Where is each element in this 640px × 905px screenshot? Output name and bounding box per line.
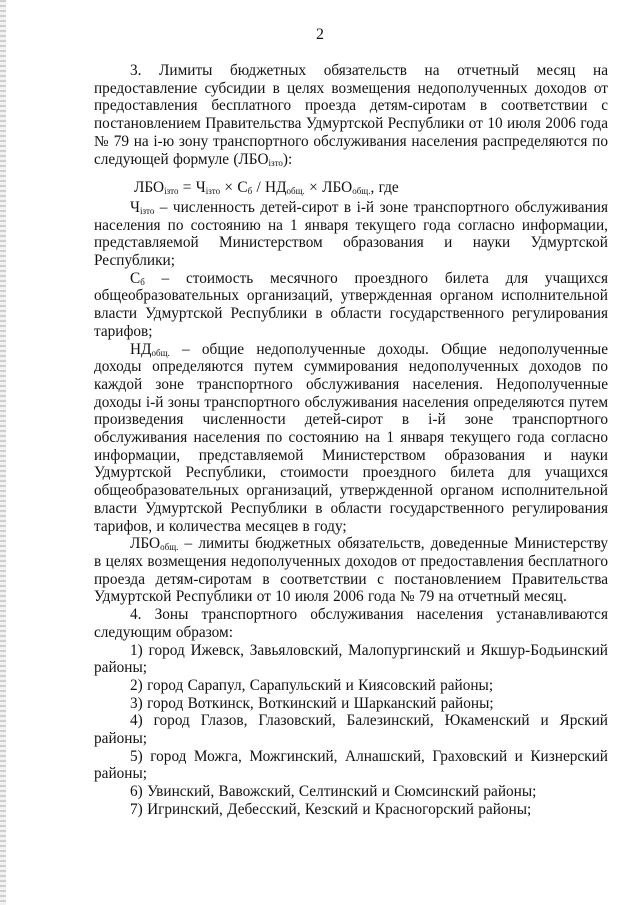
subscript: общ. xyxy=(352,186,371,197)
definition-text: – численность детей-сирот в i-й зоне транспортного обслуживания населения по состоянию на 1 января текущего года согласно информации, представляемой Министерством образования и науки Удмуртской Республики; xyxy=(94,198,608,270)
scan-edge-artifact xyxy=(0,0,6,905)
subscript: общ. xyxy=(160,542,179,553)
definition-nd xyxy=(94,341,608,536)
paragraph-4: 4. Зоны транспортного обслуживания населения устанавливаются следующим образом: xyxy=(94,606,608,641)
definition-text: – общие недополученные доходы. Общие недополученные доходы определяются путем суммирования недополученных доходов по каждой зоне транспортного обслуживания населения. Недополученные доходы i-й зоны транспортного обслуживания населения определяются путем произведения численности детей-сирот в i-й зоне транспортного обслуживания населения по состоянию на 1 января текущего года согласно информации, представляемой Министерством образования и науки Удмуртской Республики, стоимости проездного билета для учащихся общеобразовательных организаций, утвержденной органом исполнительной власти Удмуртской Республики в области государственного регулирования тарифов, и количества месяцев в году; xyxy=(94,340,608,535)
formula-term: = Ч xyxy=(178,179,206,197)
subscript: общ. xyxy=(286,186,305,197)
definition-text: – стоимость месячного проездного билета для учащихся общеобразовательных организаций, утвержденная органом исполнительной власти Удмуртской Республики в области государственного регулирования тарифов; xyxy=(94,269,608,340)
zone-list-item: 5) город Можга, Можгинский, Алнашский, Граховский и Кизнерский районы; xyxy=(94,747,608,783)
document-body xyxy=(94,62,608,819)
definition-ch xyxy=(94,199,608,270)
subscript: iзто xyxy=(268,157,283,168)
zone-list-item: 7) Игринский, Дебесский, Кезский и Красногорский районы; xyxy=(130,800,532,818)
subscript: iзто xyxy=(205,186,221,197)
formula-term: / НД xyxy=(252,179,287,197)
formula-term: , где xyxy=(370,179,399,197)
zone-list-item: 6) Увинский, Вавожский, Селтинский и Сюмсинский районы; xyxy=(130,783,537,801)
subscript: iзто xyxy=(164,186,179,197)
zone-list-item: 4) город Глазов, Глазовский, Балезинский, Юкаменский и Ярский районы; xyxy=(94,712,608,748)
subscript: б xyxy=(247,186,253,197)
definition-symbol: Ч xyxy=(130,198,140,216)
subscript: iзто xyxy=(139,205,155,216)
zone-list-item: 1) город Ижевск, Завьяловский, Малопургинский и Якшур-Бодьинский районы; xyxy=(94,641,608,677)
definition-text: – лимиты бюджетных обязательств, доведенные Министерству в целях возмещения недополученных доходов от предоставления бесплатного проезда детям-сиротам в соответствии с постановлением Правительства Удмуртской Республики от 10 июля 2006 года № 79 на отчетный месяц. xyxy=(94,535,608,606)
definition-symbol: ЛБО xyxy=(130,535,161,553)
definition-symbol: С xyxy=(130,269,141,287)
subscript: общ. xyxy=(151,347,170,358)
paragraph-3-text: 3. Лимиты бюджетных обязательств на отчетный месяц на предоставление субсидии в целях возмещения недополученных доходов от предоставления бесплатного проезда детям-сиротам в соответствии с постановлением Правительства Удмуртской Республики от 10 июля 2006 года № 79 на i-ю зону транспортного обслуживания населения распределяются по следующей формуле (ЛБО xyxy=(94,62,608,168)
subscript: б xyxy=(140,276,145,287)
formula xyxy=(94,179,608,197)
formula-term: ЛБО xyxy=(134,179,165,197)
definition-c xyxy=(94,270,608,341)
formula-term: × ЛБО xyxy=(304,179,353,197)
zone-list-item: 2) город Сарапул, Сарапульский и Киясовский районы; xyxy=(130,676,494,694)
paragraph-3 xyxy=(94,62,608,168)
zone-list-item: 3) город Воткинск, Воткинский и Шарканский районы; xyxy=(130,694,494,712)
formula-term: × С xyxy=(220,179,248,197)
definition-symbol: НД xyxy=(130,340,152,358)
definition-lbo xyxy=(94,535,608,606)
page-number: 2 xyxy=(316,26,324,43)
paragraph-3-end: ): xyxy=(282,150,293,168)
